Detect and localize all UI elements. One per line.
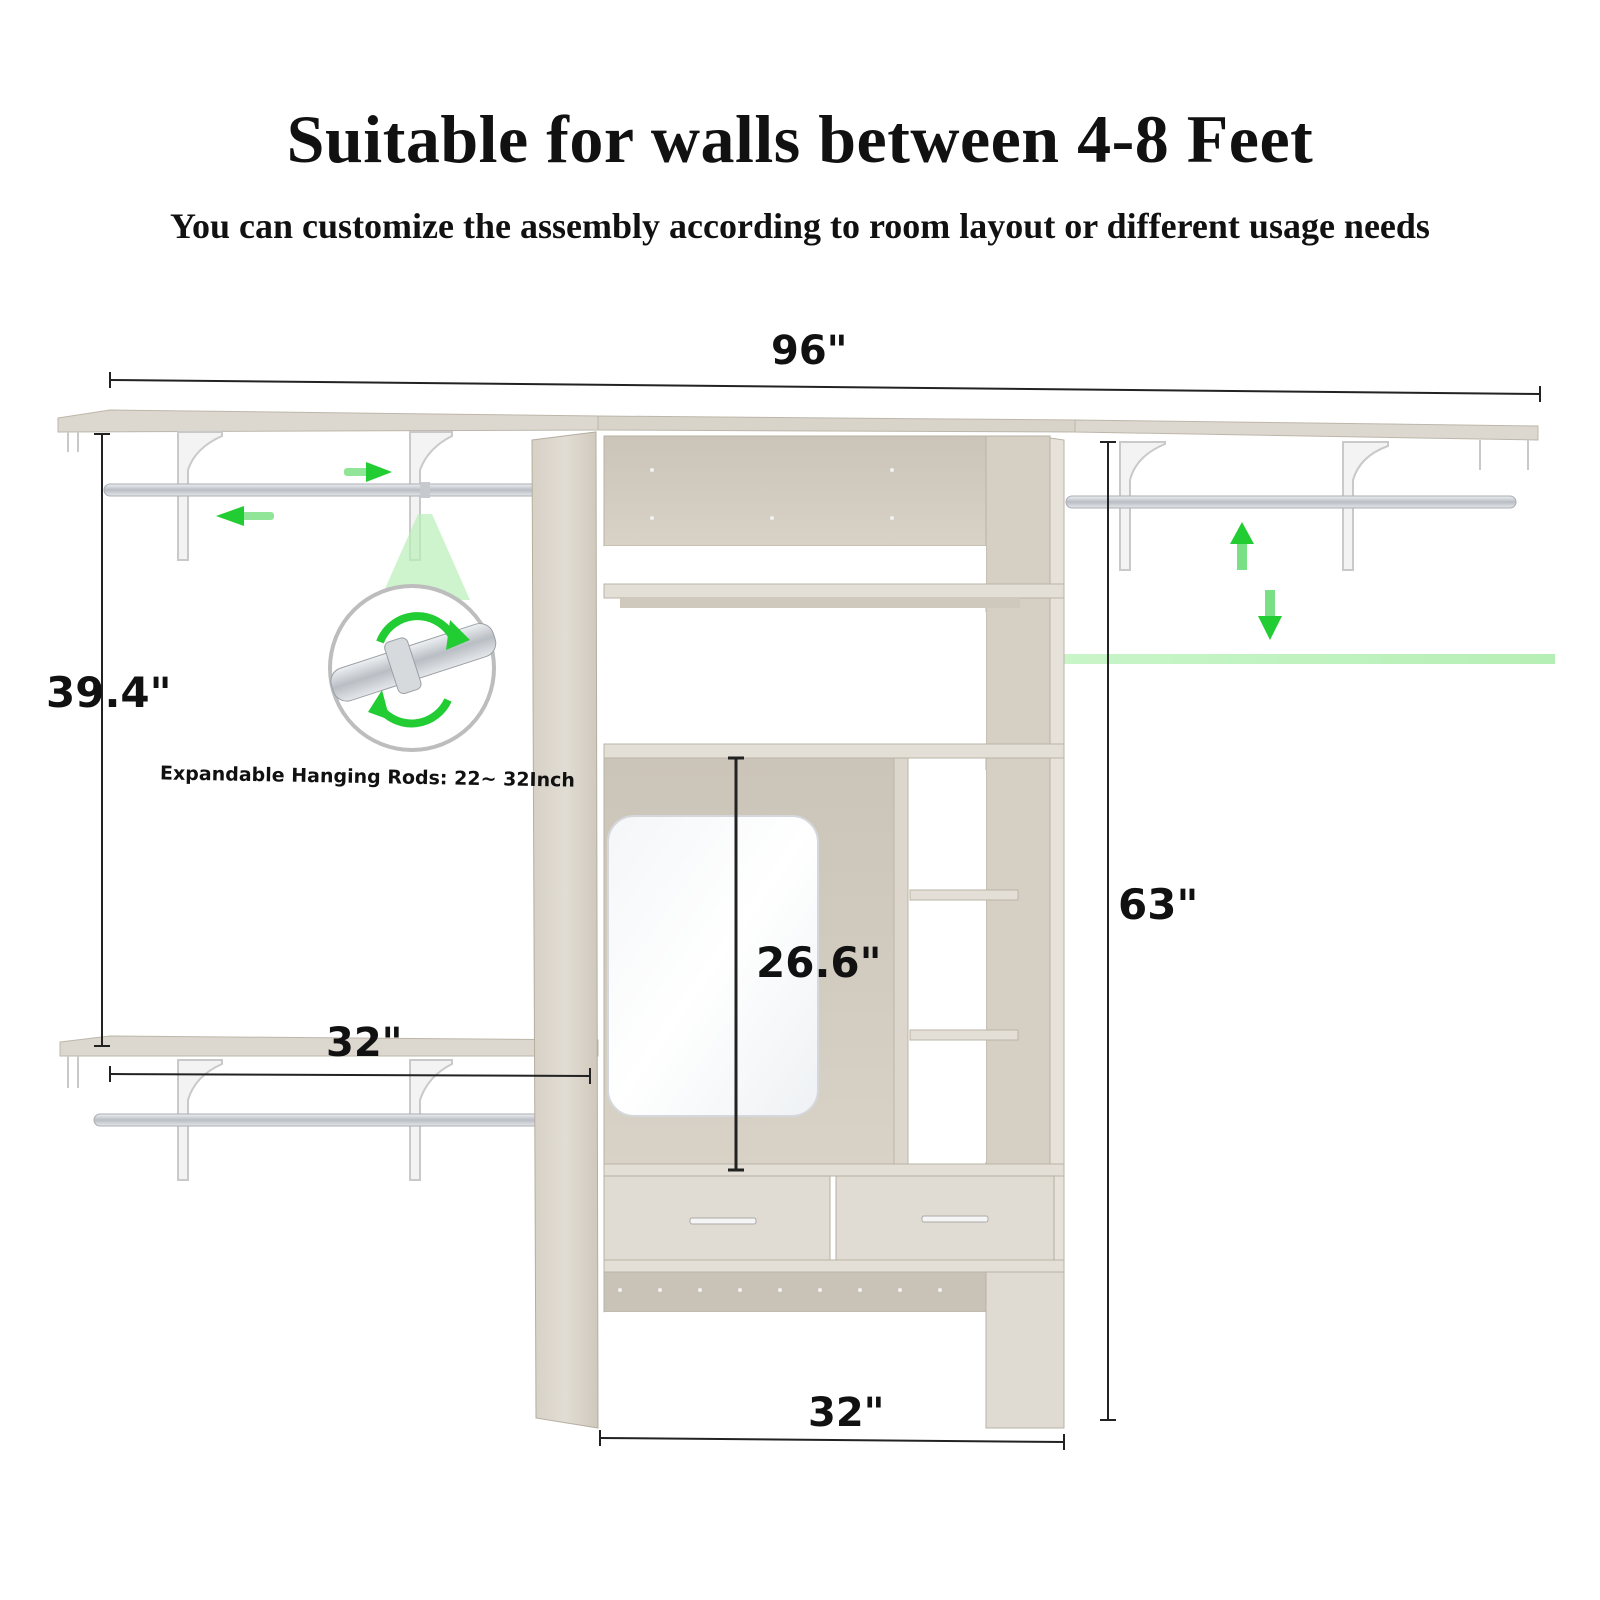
page-subtitle: You can customize the assembly according to room layout or different usage needs xyxy=(170,206,1430,246)
overall-width-label: 96" xyxy=(771,328,848,374)
rod-callout xyxy=(327,586,499,750)
tower-height-label: 63" xyxy=(1118,880,1199,929)
rod-caption: Expandable Hanging Rods: 22~ 32Inch xyxy=(159,762,576,792)
rod-height-guide xyxy=(1060,654,1555,664)
adjust-down-arrow-icon xyxy=(1258,590,1282,640)
left-top-rod xyxy=(104,482,574,498)
shelf-width-label: 32" xyxy=(326,1020,403,1066)
adjust-up-arrow-icon xyxy=(1230,522,1254,570)
mirror-height-label: 26.6" xyxy=(756,938,882,987)
rod-spacing-label: 39.4" xyxy=(46,668,172,717)
right-top-rod xyxy=(1066,496,1516,508)
tower-width-label: 32" xyxy=(808,1390,885,1436)
closet-tower xyxy=(532,432,1064,1428)
lower-left-rod xyxy=(94,1114,576,1126)
expand-left-arrow-icon xyxy=(216,506,274,526)
page-title: Suitable for walls between 4-8 Feet xyxy=(286,101,1314,177)
expand-right-arrow-icon xyxy=(344,462,392,482)
